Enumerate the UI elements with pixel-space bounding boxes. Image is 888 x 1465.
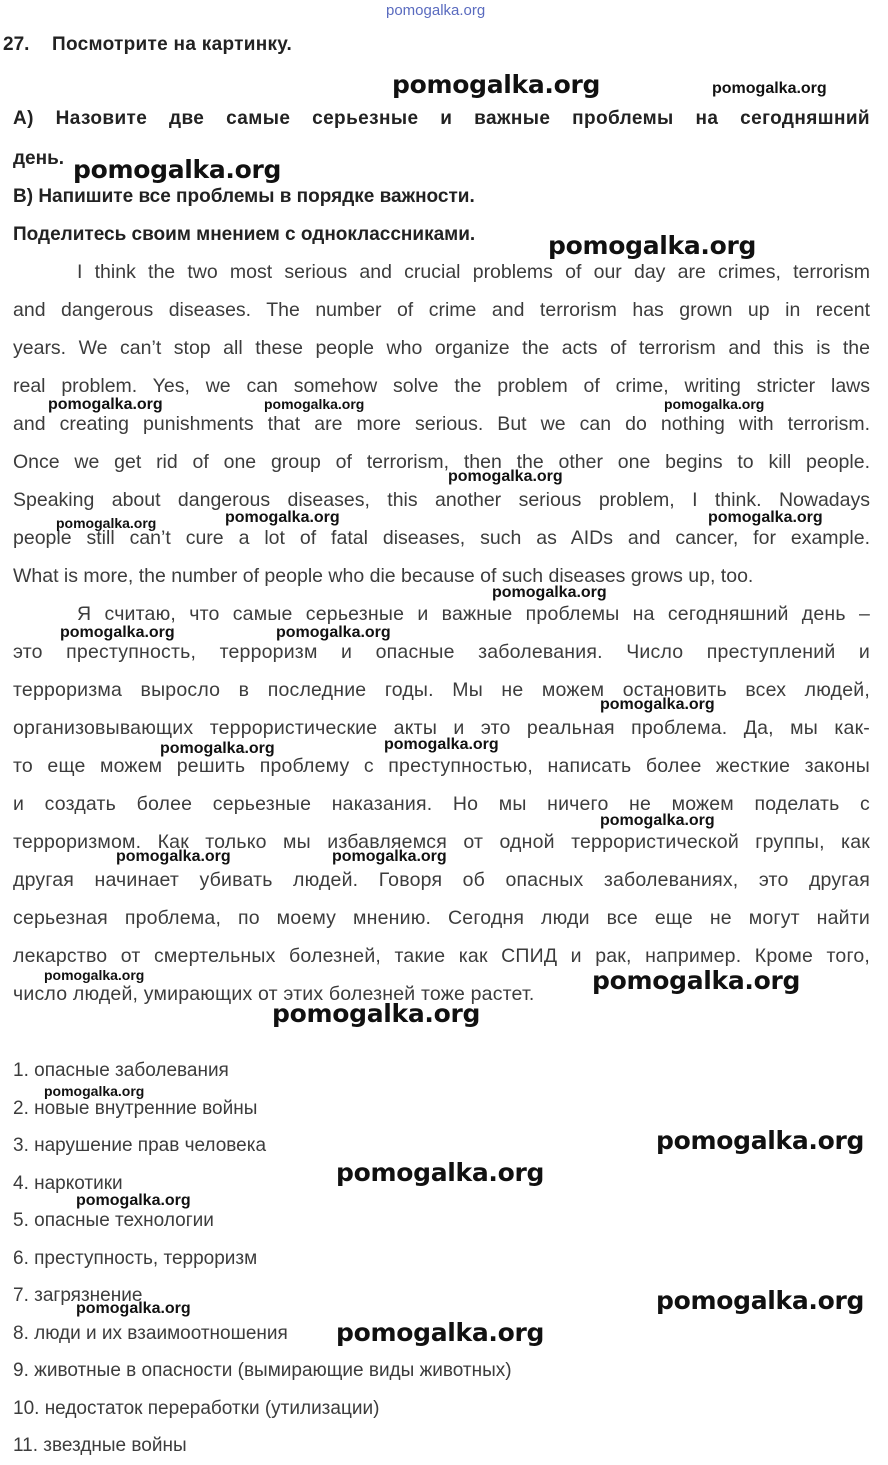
english-line: I think the two most serious and crucial problems of our day are crimes, terrorism: [77, 261, 870, 283]
russian-line: лекарство от смертельных болезней, такие как СПИД и рак, например. Кроме того,: [13, 945, 870, 967]
watermark: pomogalka.org: [48, 396, 163, 413]
watermark: pomogalka.org: [712, 80, 827, 97]
list-item: 6. преступность, терроризм: [13, 1247, 258, 1269]
watermark: pomogalka.org: [600, 696, 715, 713]
list-item: 1. опасные заболевания: [13, 1060, 229, 1081]
question-a-continuation: день.: [13, 148, 65, 169]
question-b: В) Напишите все проблемы в порядке важности.: [13, 186, 475, 207]
watermark: pomogalka.org: [160, 740, 275, 757]
watermark: pomogalka.org: [225, 509, 340, 526]
watermark: pomogalka.org: [600, 812, 715, 829]
watermark: pomogalka.org: [332, 848, 447, 865]
header-watermark: pomogalka.org: [386, 2, 486, 19]
list-item: 11. звездные войны: [13, 1435, 187, 1456]
watermark: pomogalka.org: [448, 468, 563, 485]
watermark: pomogalka.org: [548, 231, 757, 260]
list-item: 8. люди и их взаимоотношения: [13, 1322, 288, 1344]
problems-list: [13, 1052, 512, 1465]
question-a: А) Назовите две самые серьезные и важные проблемы на сегодняшний: [13, 108, 870, 129]
english-line: years. We can’t stop all these people who organize the acts of terrorism and this is the: [13, 337, 870, 359]
watermark: pomogalka.org: [336, 1158, 545, 1187]
english-line: real problem. Yes, we can somehow solve the problem of crime, writing stricter laws: [13, 375, 870, 397]
english-line: Speaking about dangerous diseases, this another serious problem, I think. Nowadays: [13, 489, 870, 511]
list-item: 10. недостаток переработки (утилизации): [13, 1397, 380, 1419]
watermark: pomogalka.org: [272, 999, 481, 1028]
watermark: pomogalka.org: [76, 1192, 191, 1209]
watermark: pomogalka.org: [392, 70, 601, 99]
list-item: 2. новые внутренние войны: [13, 1097, 258, 1119]
watermark: pomogalka.org: [384, 736, 499, 753]
watermark: pomogalka.org: [664, 396, 765, 412]
list-item: 9. животные в опасности (вымирающие виды животных): [13, 1360, 512, 1381]
task-title: Посмотрите на картинку.: [52, 34, 293, 55]
list-item: 5. опасные технологии: [13, 1210, 214, 1231]
russian-line: терроризмом. Как только мы избавляемся от одной террористической группы, как: [13, 831, 870, 853]
watermark: pomogalka.org: [492, 584, 607, 601]
russian-line: и создать более серьезные наказания. Но мы ничего не можем поделать с: [13, 793, 870, 815]
task-number: 27.: [3, 34, 30, 55]
question-c: Поделитесь своим мнением с одноклассниками.: [13, 224, 476, 245]
list-item: 7. загрязнение: [13, 1285, 143, 1306]
english-line: Once we get rid of one group of terrorism, then the other one begins to kill people.: [13, 451, 870, 473]
list-item: 3. нарушение прав человека: [13, 1135, 267, 1156]
english-line: and dangerous diseases. The number of crime and terrorism has grown up in recent: [13, 299, 870, 321]
english-line: and creating punishments that are more serious. But we can do nothing with terrorism.: [13, 413, 870, 435]
russian-line: другая начинает убивать людей. Говоря об опасных заболеваниях, это другая: [13, 869, 870, 891]
watermark: pomogalka.org: [44, 1083, 145, 1099]
list-item: 4. наркотики: [13, 1172, 123, 1194]
watermark: pomogalka.org: [76, 1300, 191, 1317]
russian-line: Я считаю, что самые серьезные и важные проблемы на сегодняшний день –: [77, 603, 870, 625]
russian-line: это преступность, терроризм и опасные заболевания. Число преступлений и: [13, 641, 870, 663]
russian-line: серьезная проблема, по моему мнению. Сегодня люди все еще не могут найти: [13, 907, 870, 929]
watermark: pomogalka.org: [656, 1126, 865, 1155]
watermark: pomogalka.org: [73, 155, 282, 184]
watermark: pomogalka.org: [116, 848, 231, 865]
watermark: pomogalka.org: [56, 515, 157, 531]
english-line: What is more, the number of people who die because of such diseases grows up, too.: [13, 565, 754, 587]
watermark: pomogalka.org: [656, 1286, 865, 1315]
watermark: pomogalka.org: [44, 967, 145, 983]
russian-translation-paragraph: [13, 595, 870, 1013]
russian-line: организовывающих террористические акты и это реальная проблема. Да, мы как-: [13, 717, 870, 739]
watermark: pomogalka.org: [60, 624, 175, 641]
russian-line: терроризма выросло в последние годы. Мы не можем остановить всех людей,: [13, 679, 870, 701]
russian-line: число людей, умирающих от этих болезней тоже растет.: [13, 983, 535, 1005]
english-answer-paragraph: [13, 253, 870, 595]
watermark: pomogalka.org: [336, 1318, 545, 1347]
watermark: pomogalka.org: [276, 624, 391, 641]
watermark: pomogalka.org: [264, 396, 365, 412]
english-line: people still can’t cure a lot of fatal diseases, such as AIDs and cancer, for example.: [13, 527, 870, 549]
russian-line: то еще можем решить проблему с преступностью, написать более жесткие законы: [13, 755, 870, 777]
watermark: pomogalka.org: [592, 966, 801, 995]
watermark: pomogalka.org: [708, 509, 823, 526]
